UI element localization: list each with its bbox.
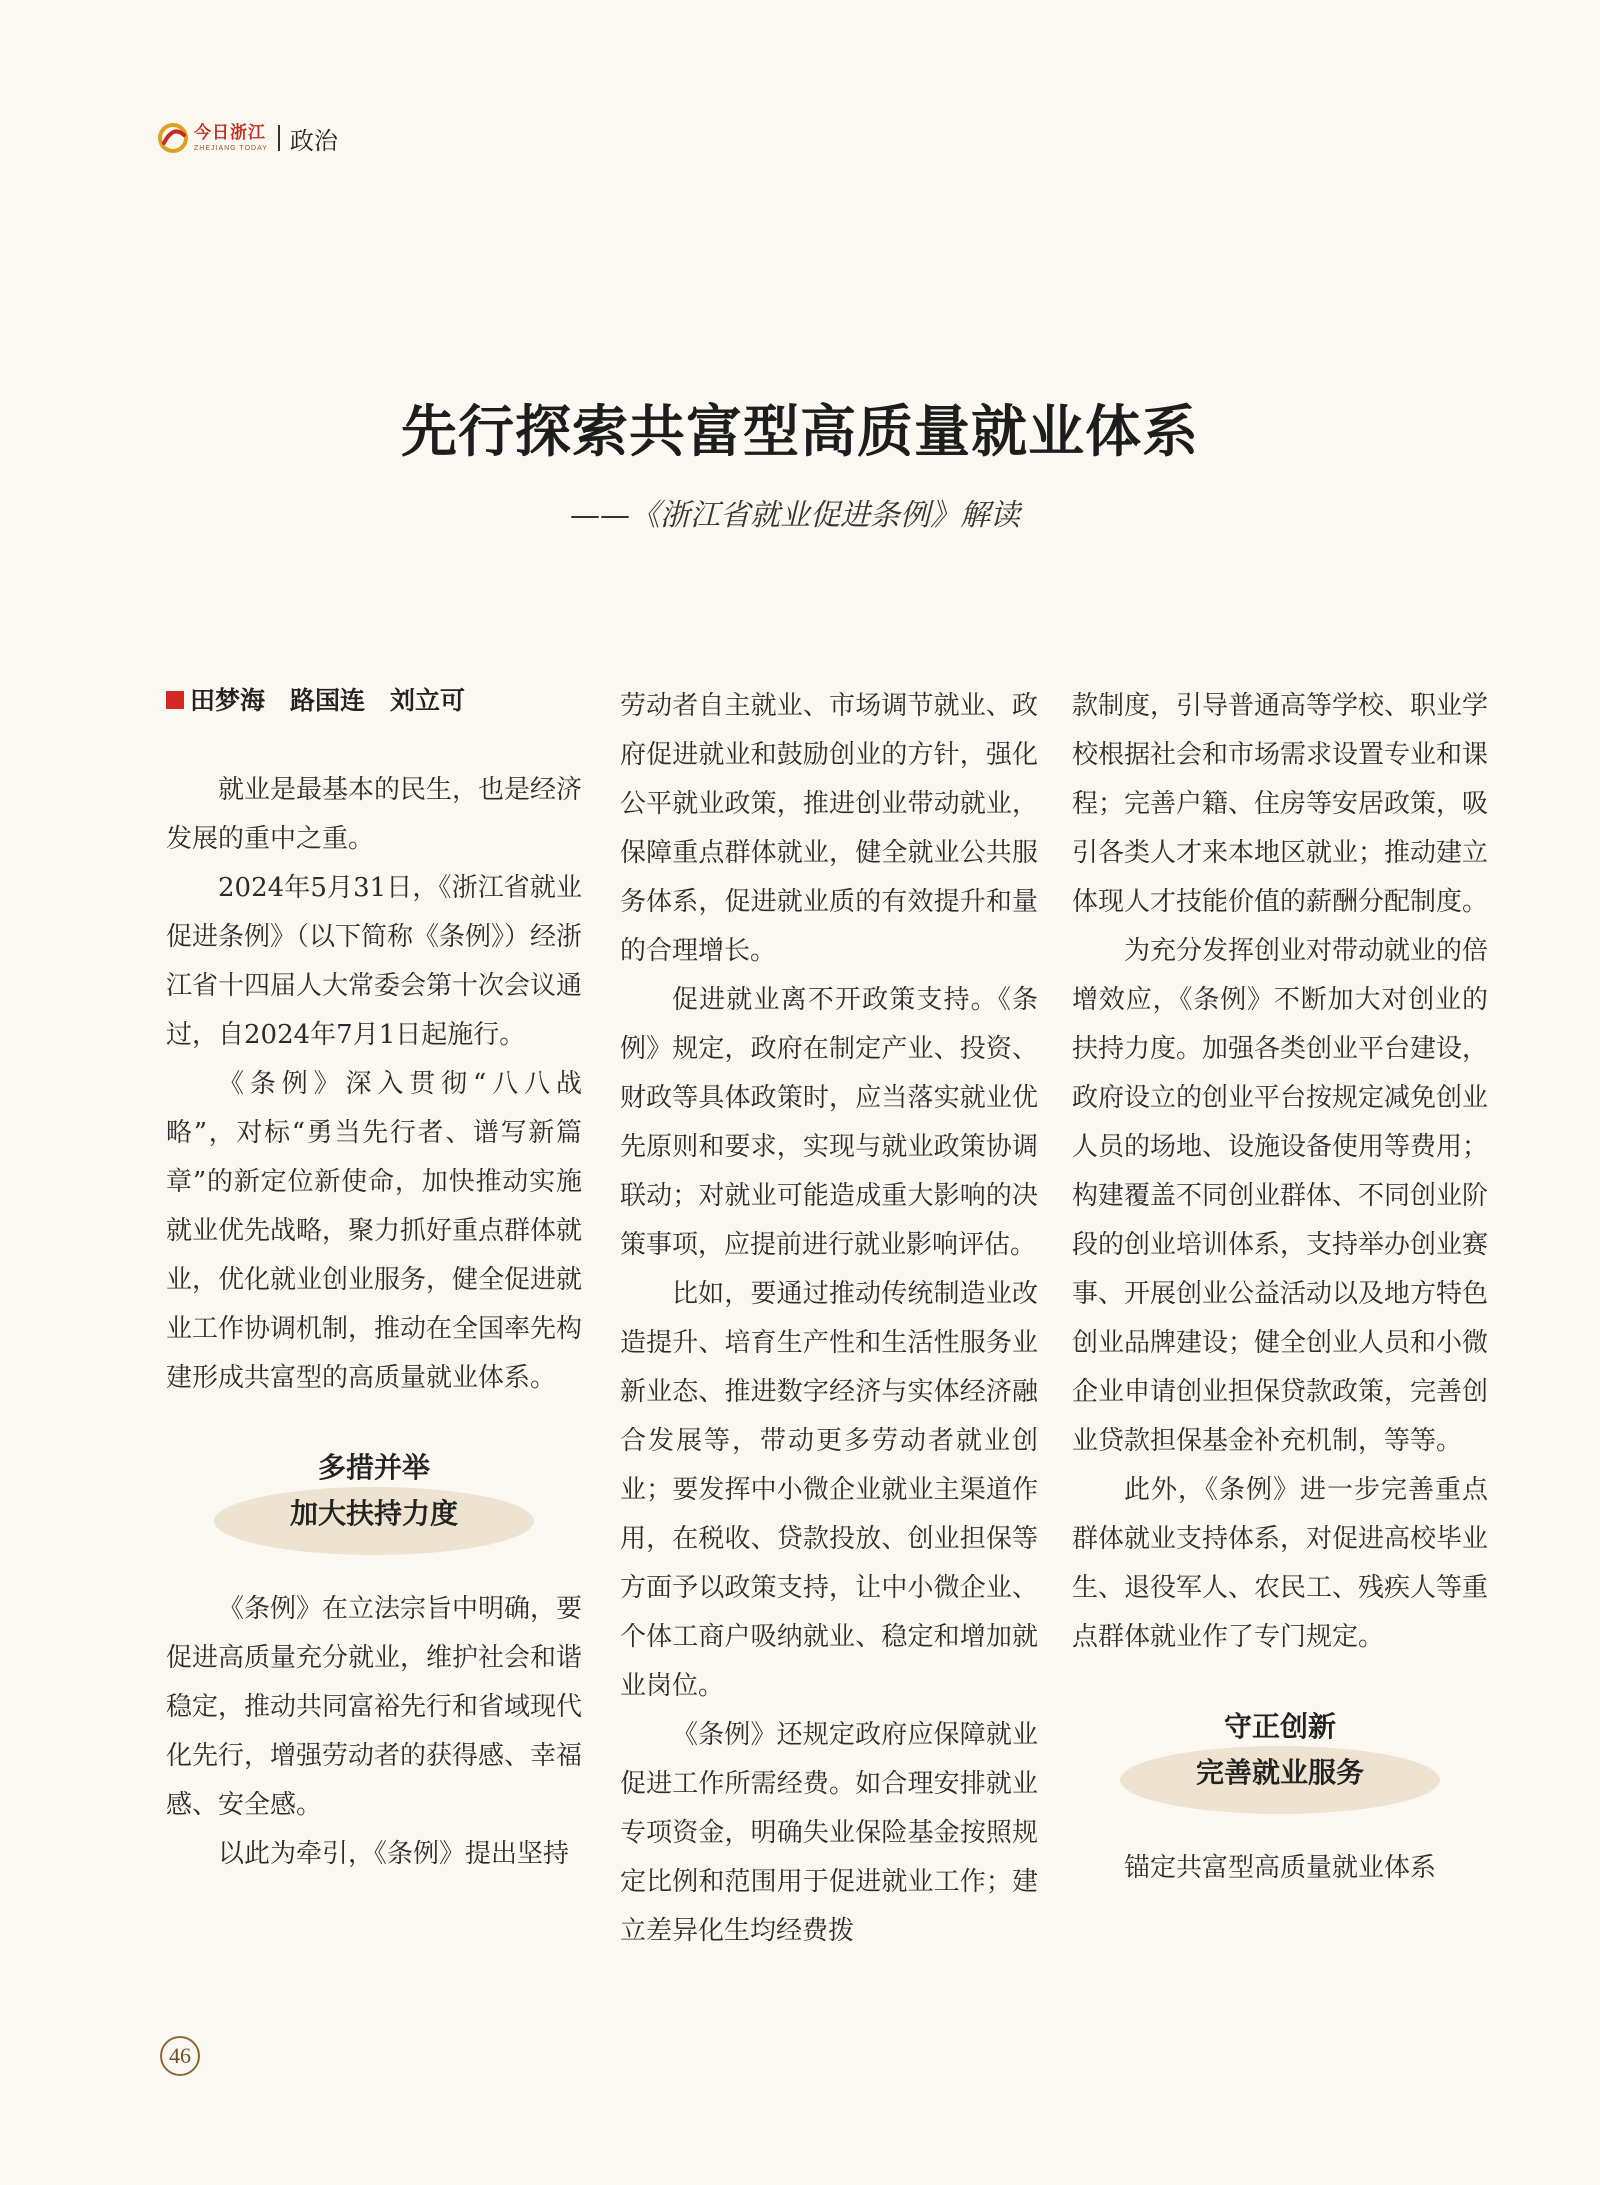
byline [166, 682, 582, 718]
paragraph: 《条例》深入贯彻“八八战略”，对标“勇当先行者、谱写新篇章”的新定位新使命，加快推动实施就业优先战略，聚力抓好重点群体就业，优化就业创业服务，健全促进就业工作协调机制，推动在全国率先构建形成共富型的高质量就业体系。 [166, 1069, 583, 1393]
logo-cn: 今日浙江 [194, 122, 266, 143]
logo-en: ZHEJIANG TODAY [194, 144, 268, 152]
paragraph: 《条例》还规定政府应保障就业促进工作所需经费。如合理安排就业专项资金，明确失业保险基金按照规定比例和范围用于促进就业工作；建立差异化生均经费拨 [620, 1720, 1038, 1946]
paragraph: 款制度，引导普通高等学校、职业学校根据社会和市场需求设置专业和课程；完善户籍、住房等安居政策，吸引各类人才来本地区就业；推动建立体现人才技能价值的薪酬分配制度。 [1072, 691, 1489, 917]
section-heading-line2: 加大扶持力度 [289, 1497, 458, 1530]
byline-marker-icon [166, 691, 184, 709]
paragraph: 《条例》在立法宗旨中明确，要促进高质量充分就业，维护社会和谐稳定，推动共同富裕先行和省域现代化先行，增强劳动者的获得感、幸福感、安全感。 [166, 1594, 583, 1820]
section-label: 政治 [289, 126, 338, 155]
section-heading-line2: 完善就业服务 [1195, 1756, 1364, 1789]
paragraph: 锚定共富型高质量就业体系 [1124, 1853, 1437, 1883]
column-3 [1072, 682, 1488, 1893]
section-heading-line1: 多措并举 [317, 1451, 430, 1484]
paragraph: 促进就业离不开政策支持。《条例》规定，政府在制定产业、投资、财政等具体政策时，应当落实就业优先原则和要求，实现与就业政策协调联动；对就业可能造成重大影响的决策事项，应提前进行就业影响评估。 [620, 985, 1038, 1260]
paragraph: 此外，《条例》进一步完善重点群体就业支持体系，对促进高校毕业生、退役军人、农民工、残疾人等重点群体就业作了专门规定。 [1072, 1475, 1489, 1652]
masthead-divider [278, 125, 280, 151]
column-2 [620, 682, 1038, 1956]
column-1 [166, 682, 582, 1879]
section-heading [1072, 1704, 1488, 1812]
article-title: 先行探索共富型高质量就业体系 [401, 400, 1199, 465]
paragraph: 以此为牵引，《条例》提出坚持 [218, 1839, 570, 1869]
paragraph: 就业是最基本的民生，也是经济发展的重中之重。 [166, 775, 583, 854]
page-number: 46 [160, 2036, 200, 2076]
logo-icon [158, 123, 188, 153]
paragraph: 劳动者自主就业、市场调节就业、政府促进就业和鼓励创业的方针，强化公平就业政策，推进创业带动就业，保障重点群体就业，健全就业公共服务体系，促进就业质的有效提升和量的合理增长。 [620, 691, 1038, 966]
masthead [158, 118, 338, 158]
authors: 田梦海 路国连 刘立可 [190, 685, 466, 715]
paragraph: 比如，要通过推动传统制造业改造提升、培育生产性和生活性服务业新业态、推进数字经济与实体经济融合发展等，带动更多劳动者就业创业；要发挥中小微企业就业主渠道作用，在税收、贷款投放、创业担保等方面予以政策支持，让中小微企业、个体工商户吸纳就业、稳定和增加就业岗位。 [620, 1279, 1038, 1701]
section-heading-line1: 守正创新 [1223, 1710, 1336, 1743]
article-subtitle: ——《浙江省就业促进条例》解读 [570, 498, 1020, 533]
paragraph: 2024年5月31日，《浙江省就业促进条例》（以下简称《条例》）经浙江省十四届人大常委会第十次会议通过，自2024年7月1日起施行。 [166, 873, 583, 1050]
section-heading [166, 1445, 582, 1553]
paragraph: 为充分发挥创业对带动就业的倍增效应，《条例》不断加大对创业的扶持力度。加强各类创业平台建设，政府设立的创业平台按规定减免创业人员的场地、设施设备使用等费用；构建覆盖不同创业群体、不同创业阶段的创业培训体系，支持举办创业赛事、开展创业公益活动以及地方特色创业品牌建设；健全创业人员和小微企业申请创业担保贷款政策，完善创业贷款担保基金补充机制，等等。 [1072, 936, 1489, 1456]
logo-wordmark [194, 122, 268, 152]
